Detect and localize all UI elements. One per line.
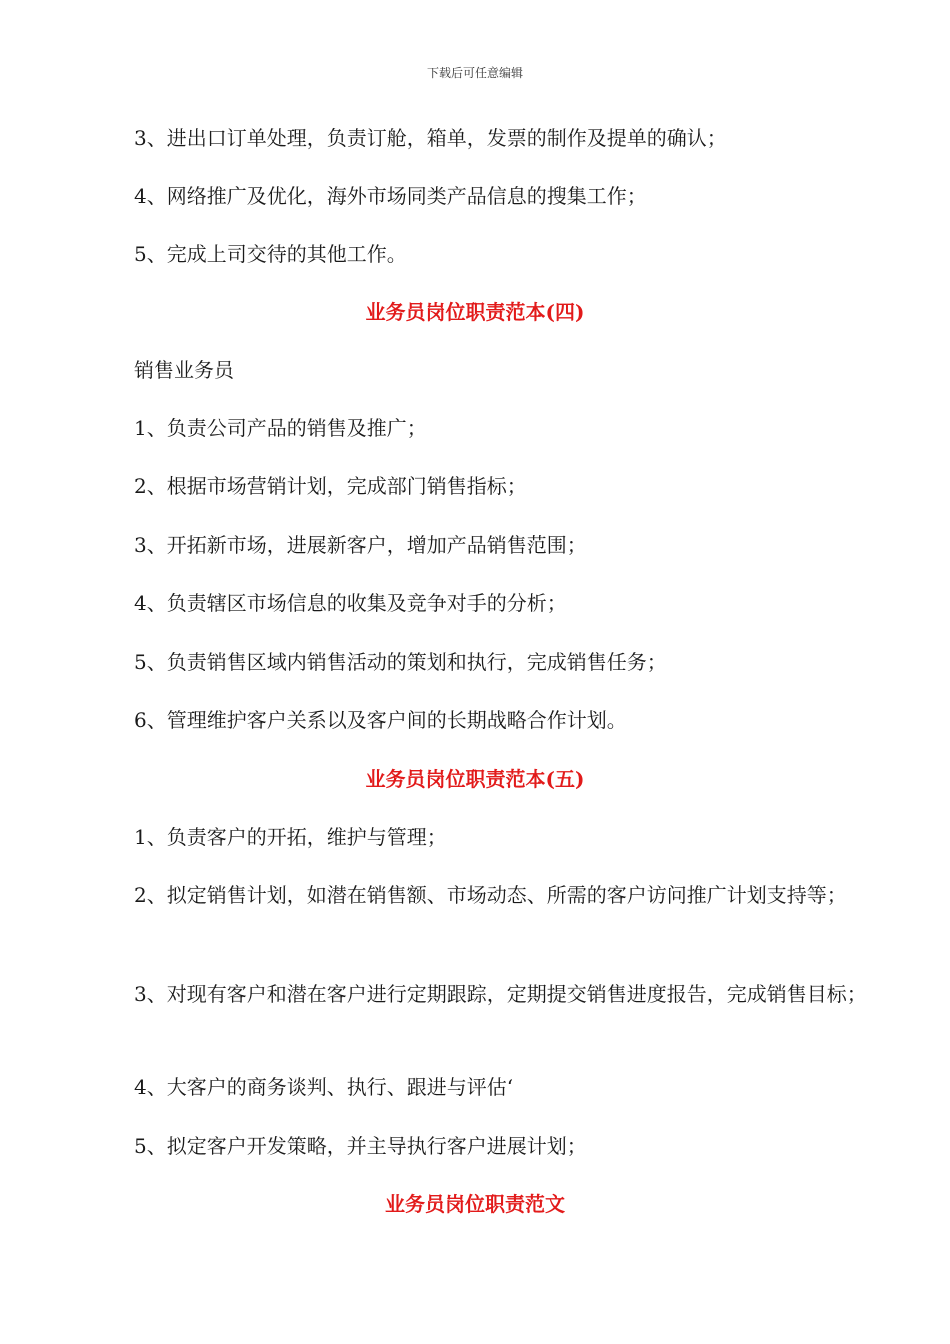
list-item: 5、完成上司交待的其他工作。: [134, 242, 407, 266]
list-item: 5、拟定客户开发策略，并主导执行客户进展计划；: [134, 1134, 587, 1158]
list-item: 4、网络推广及优化，海外市场同类产品信息的搜集工作；: [134, 184, 647, 208]
list-item: 1、负责客户的开拓，维护与管理；: [134, 825, 447, 849]
list-item: 2、根据市场营销计划，完成部门销售指标；: [134, 474, 527, 498]
section-heading: 业务员岗位职责范本(四): [365, 300, 585, 324]
section-subtitle: 销售业务员: [134, 358, 234, 382]
list-item: 2、拟定销售计划，如潜在销售额、市场动态、所需的客户访问推广计划支持等；: [134, 883, 847, 907]
list-item: 5、负责销售区域内销售活动的策划和执行，完成销售任务；: [134, 650, 667, 674]
list-item: 3、进出口订单处理，负责订舱，箱单，发票的制作及提单的确认；: [134, 126, 727, 150]
list-item: 4、大客户的商务谈判、执行、跟进与评估‘: [134, 1075, 514, 1099]
list-item: 1、负责公司产品的销售及推广；: [134, 416, 427, 440]
section-heading: 业务员岗位职责范文: [385, 1192, 565, 1216]
list-item: 3、开拓新市场，进展新客户，增加产品销售范围；: [134, 533, 587, 557]
list-item: 3、对现有客户和潜在客户进行定期跟踪，定期提交销售进度报告，完成销售目标；: [134, 982, 867, 1006]
list-item: 6、管理维护客户关系以及客户间的长期战略合作计划。: [134, 708, 627, 732]
list-item: 4、负责辖区市场信息的收集及竞争对手的分析；: [134, 591, 567, 615]
section-heading: 业务员岗位职责范本(五): [365, 767, 585, 791]
page-header-note: 下载后可任意编辑: [426, 66, 523, 80]
